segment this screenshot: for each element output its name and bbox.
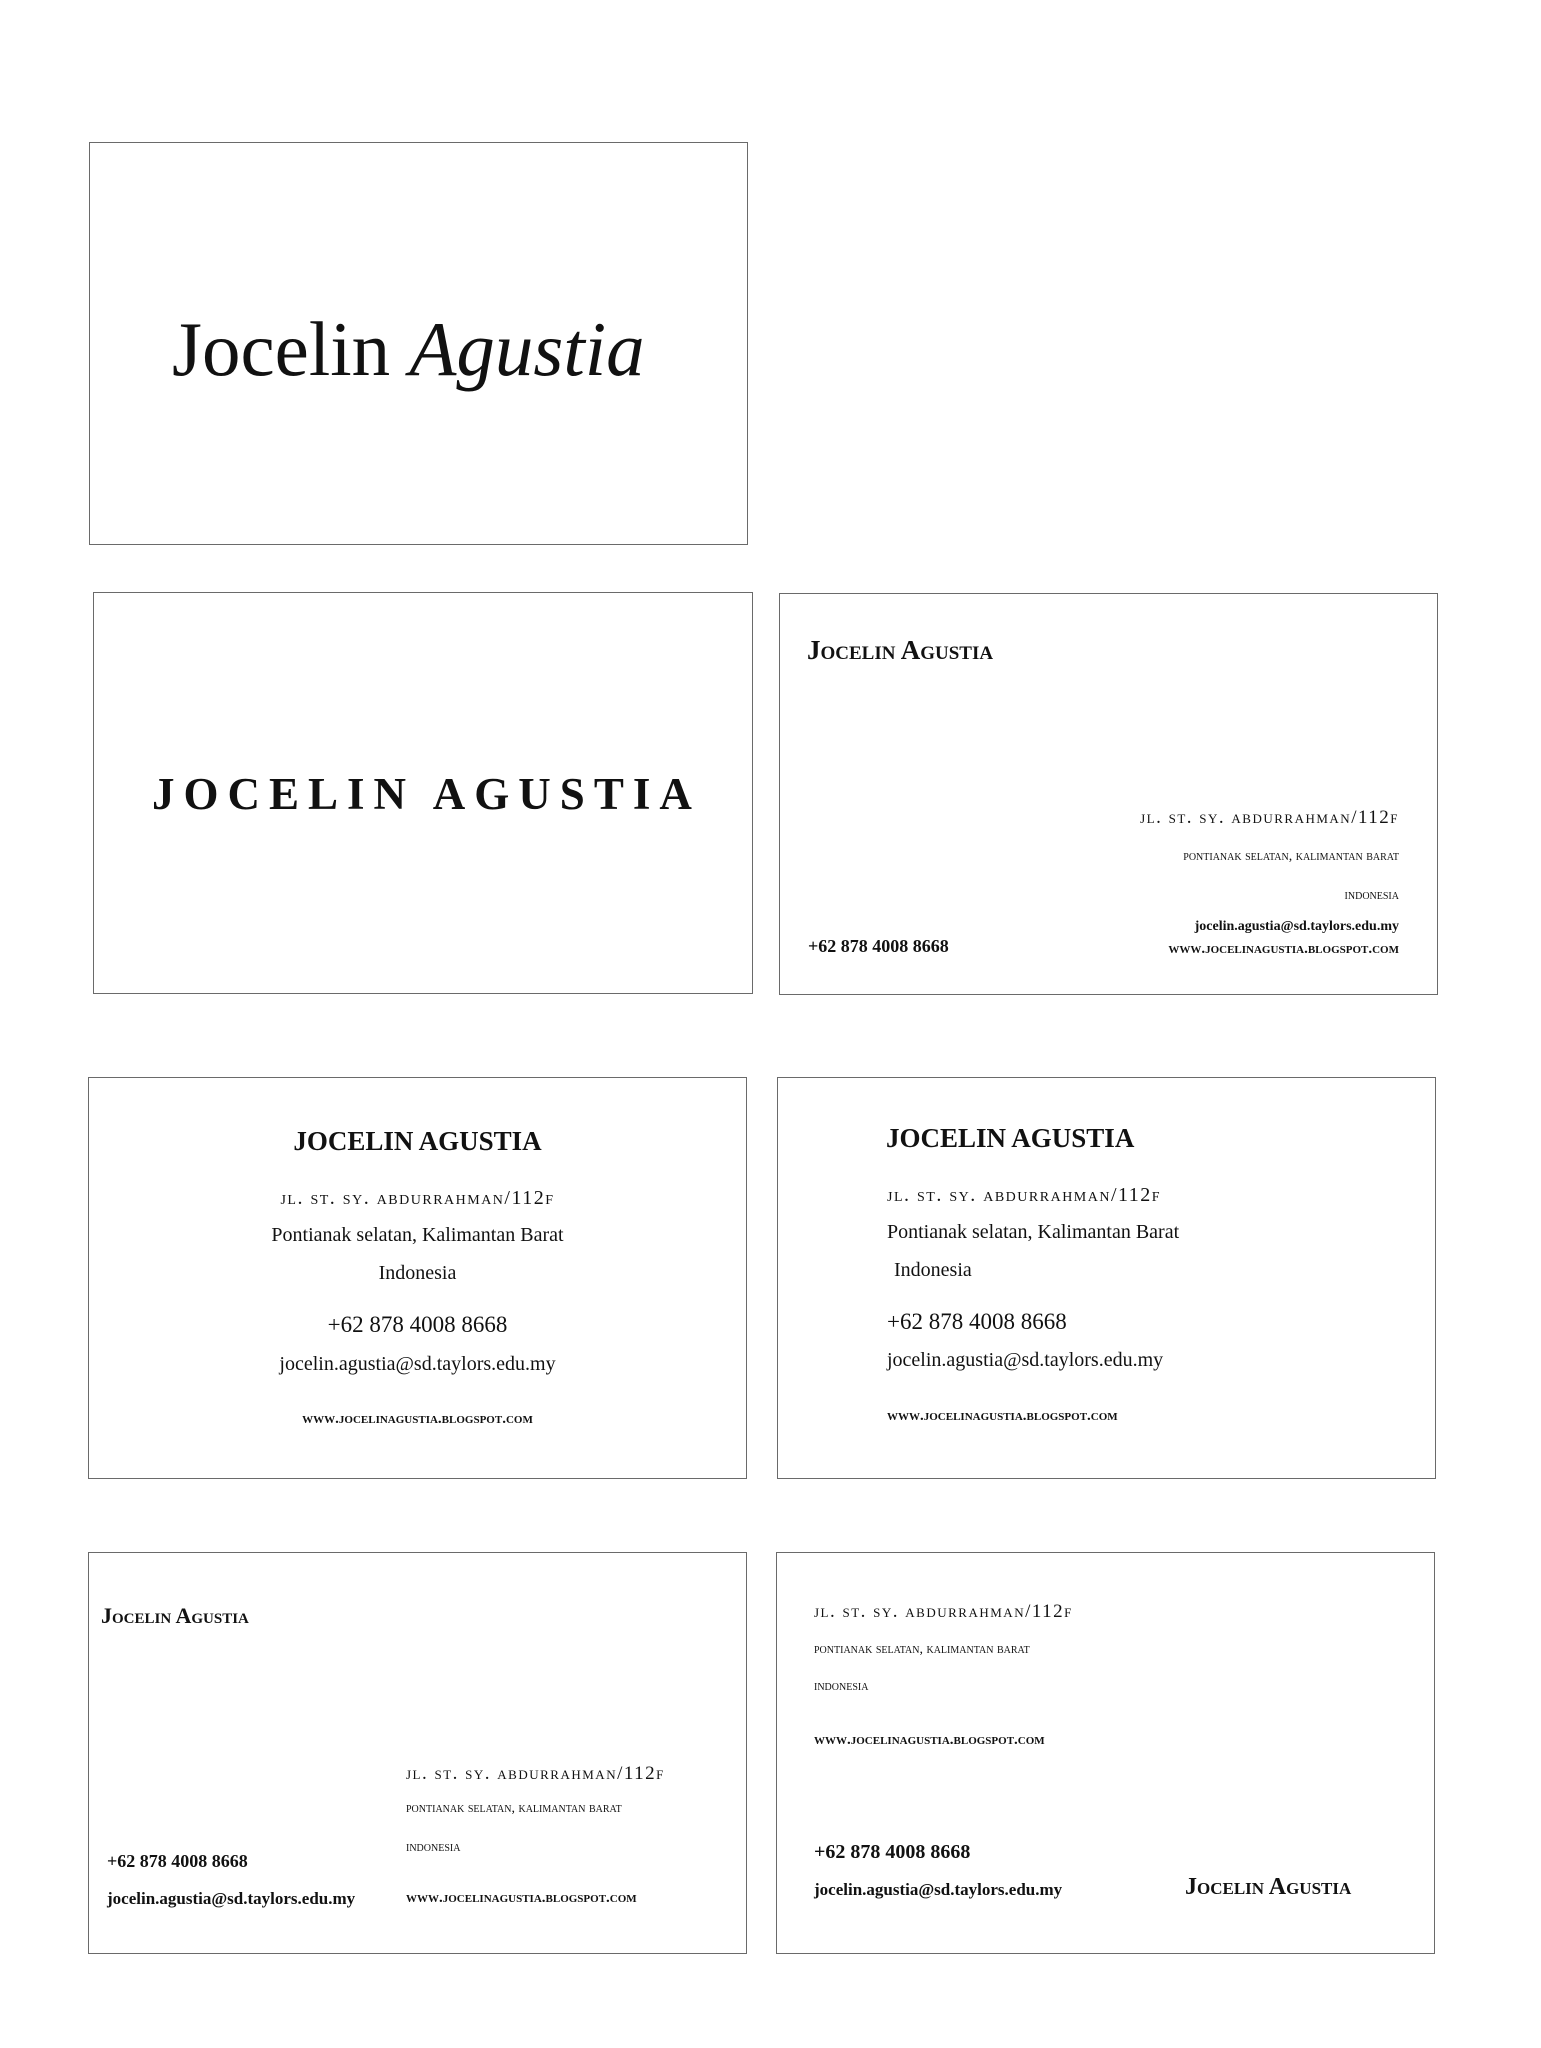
phone: +62 878 4008 8668 (814, 1841, 971, 1863)
website: www.jocelinagustia.blogspot.com (887, 1408, 1118, 1424)
card-name: Jocelin Agustia (1185, 1874, 1352, 1900)
business-card-7 (776, 1552, 1435, 1954)
address-line-2: Pontianak selatan, Kalimantan Barat (271, 1224, 564, 1246)
address-line-3: Indonesia (378, 1262, 457, 1284)
email: jocelin.agustia@sd.taylors.edu.my (107, 1889, 356, 1908)
address-line-2: pontianak selatan, kalimantan barat (1183, 849, 1399, 864)
card-name-first: Jocelin (172, 306, 391, 392)
card-name: JOCELIN AGUSTIA (293, 1126, 542, 1156)
business-card-1 (89, 142, 748, 545)
address-line-2: pontianak selatan, kalimantan barat (406, 1801, 622, 1816)
card-name: Jocelin Agustia (101, 1603, 249, 1628)
address-line-3: Indonesia (894, 1259, 972, 1281)
address-line-2: Pontianak selatan, Kalimantan Barat (887, 1221, 1180, 1243)
card-name: Jocelin Agustia (807, 635, 994, 665)
website: www.jocelinagustia.blogspot.com (1168, 941, 1399, 957)
card-name: JOCELIN AGUSTIA (886, 1123, 1135, 1153)
address-line-1: jl. st. sy. abdurrahman/112f (406, 1763, 665, 1784)
website: www.jocelinagustia.blogspot.com (406, 1890, 637, 1906)
address-line-3: indonesia (1344, 888, 1399, 903)
website: www.jocelinagustia.blogspot.com (302, 1411, 533, 1427)
address-line-1: jl. st. sy. abdurrahman/112f (887, 1184, 1162, 1206)
email: jocelin.agustia@sd.taylors.edu.my (279, 1353, 556, 1375)
phone: +62 878 4008 8668 (808, 936, 949, 956)
website: www.jocelinagustia.blogspot.com (814, 1732, 1045, 1748)
business-card-6 (88, 1552, 747, 1954)
address-line-1: jl. st. sy. abdurrahman/112f (1140, 807, 1399, 828)
email: jocelin.agustia@sd.taylors.edu.my (887, 1349, 1164, 1371)
address-line-2: pontianak selatan, kalimantan barat (814, 1642, 1030, 1657)
card-name: JOCELIN AGUSTIA (152, 769, 701, 819)
phone: +62 878 4008 8668 (887, 1309, 1067, 1334)
email: jocelin.agustia@sd.taylors.edu.my (814, 1880, 1063, 1899)
address-line-3: indonesia (814, 1679, 869, 1694)
phone: +62 878 4008 8668 (107, 1851, 248, 1871)
business-card-5 (777, 1077, 1436, 1479)
phone: +62 878 4008 8668 (327, 1312, 508, 1337)
address-line-3: indonesia (406, 1840, 461, 1855)
card-name-last: Agustia (409, 306, 645, 392)
email: jocelin.agustia@sd.taylors.edu.my (1194, 919, 1399, 934)
business-card-4 (88, 1077, 747, 1479)
address-line-1: jl. st. sy. abdurrahman/112f (280, 1187, 555, 1209)
business-card-2 (93, 592, 753, 994)
address-line-1: jl. st. sy. abdurrahman/112f (814, 1601, 1073, 1622)
card-name (172, 306, 645, 392)
business-card-3 (779, 593, 1438, 995)
